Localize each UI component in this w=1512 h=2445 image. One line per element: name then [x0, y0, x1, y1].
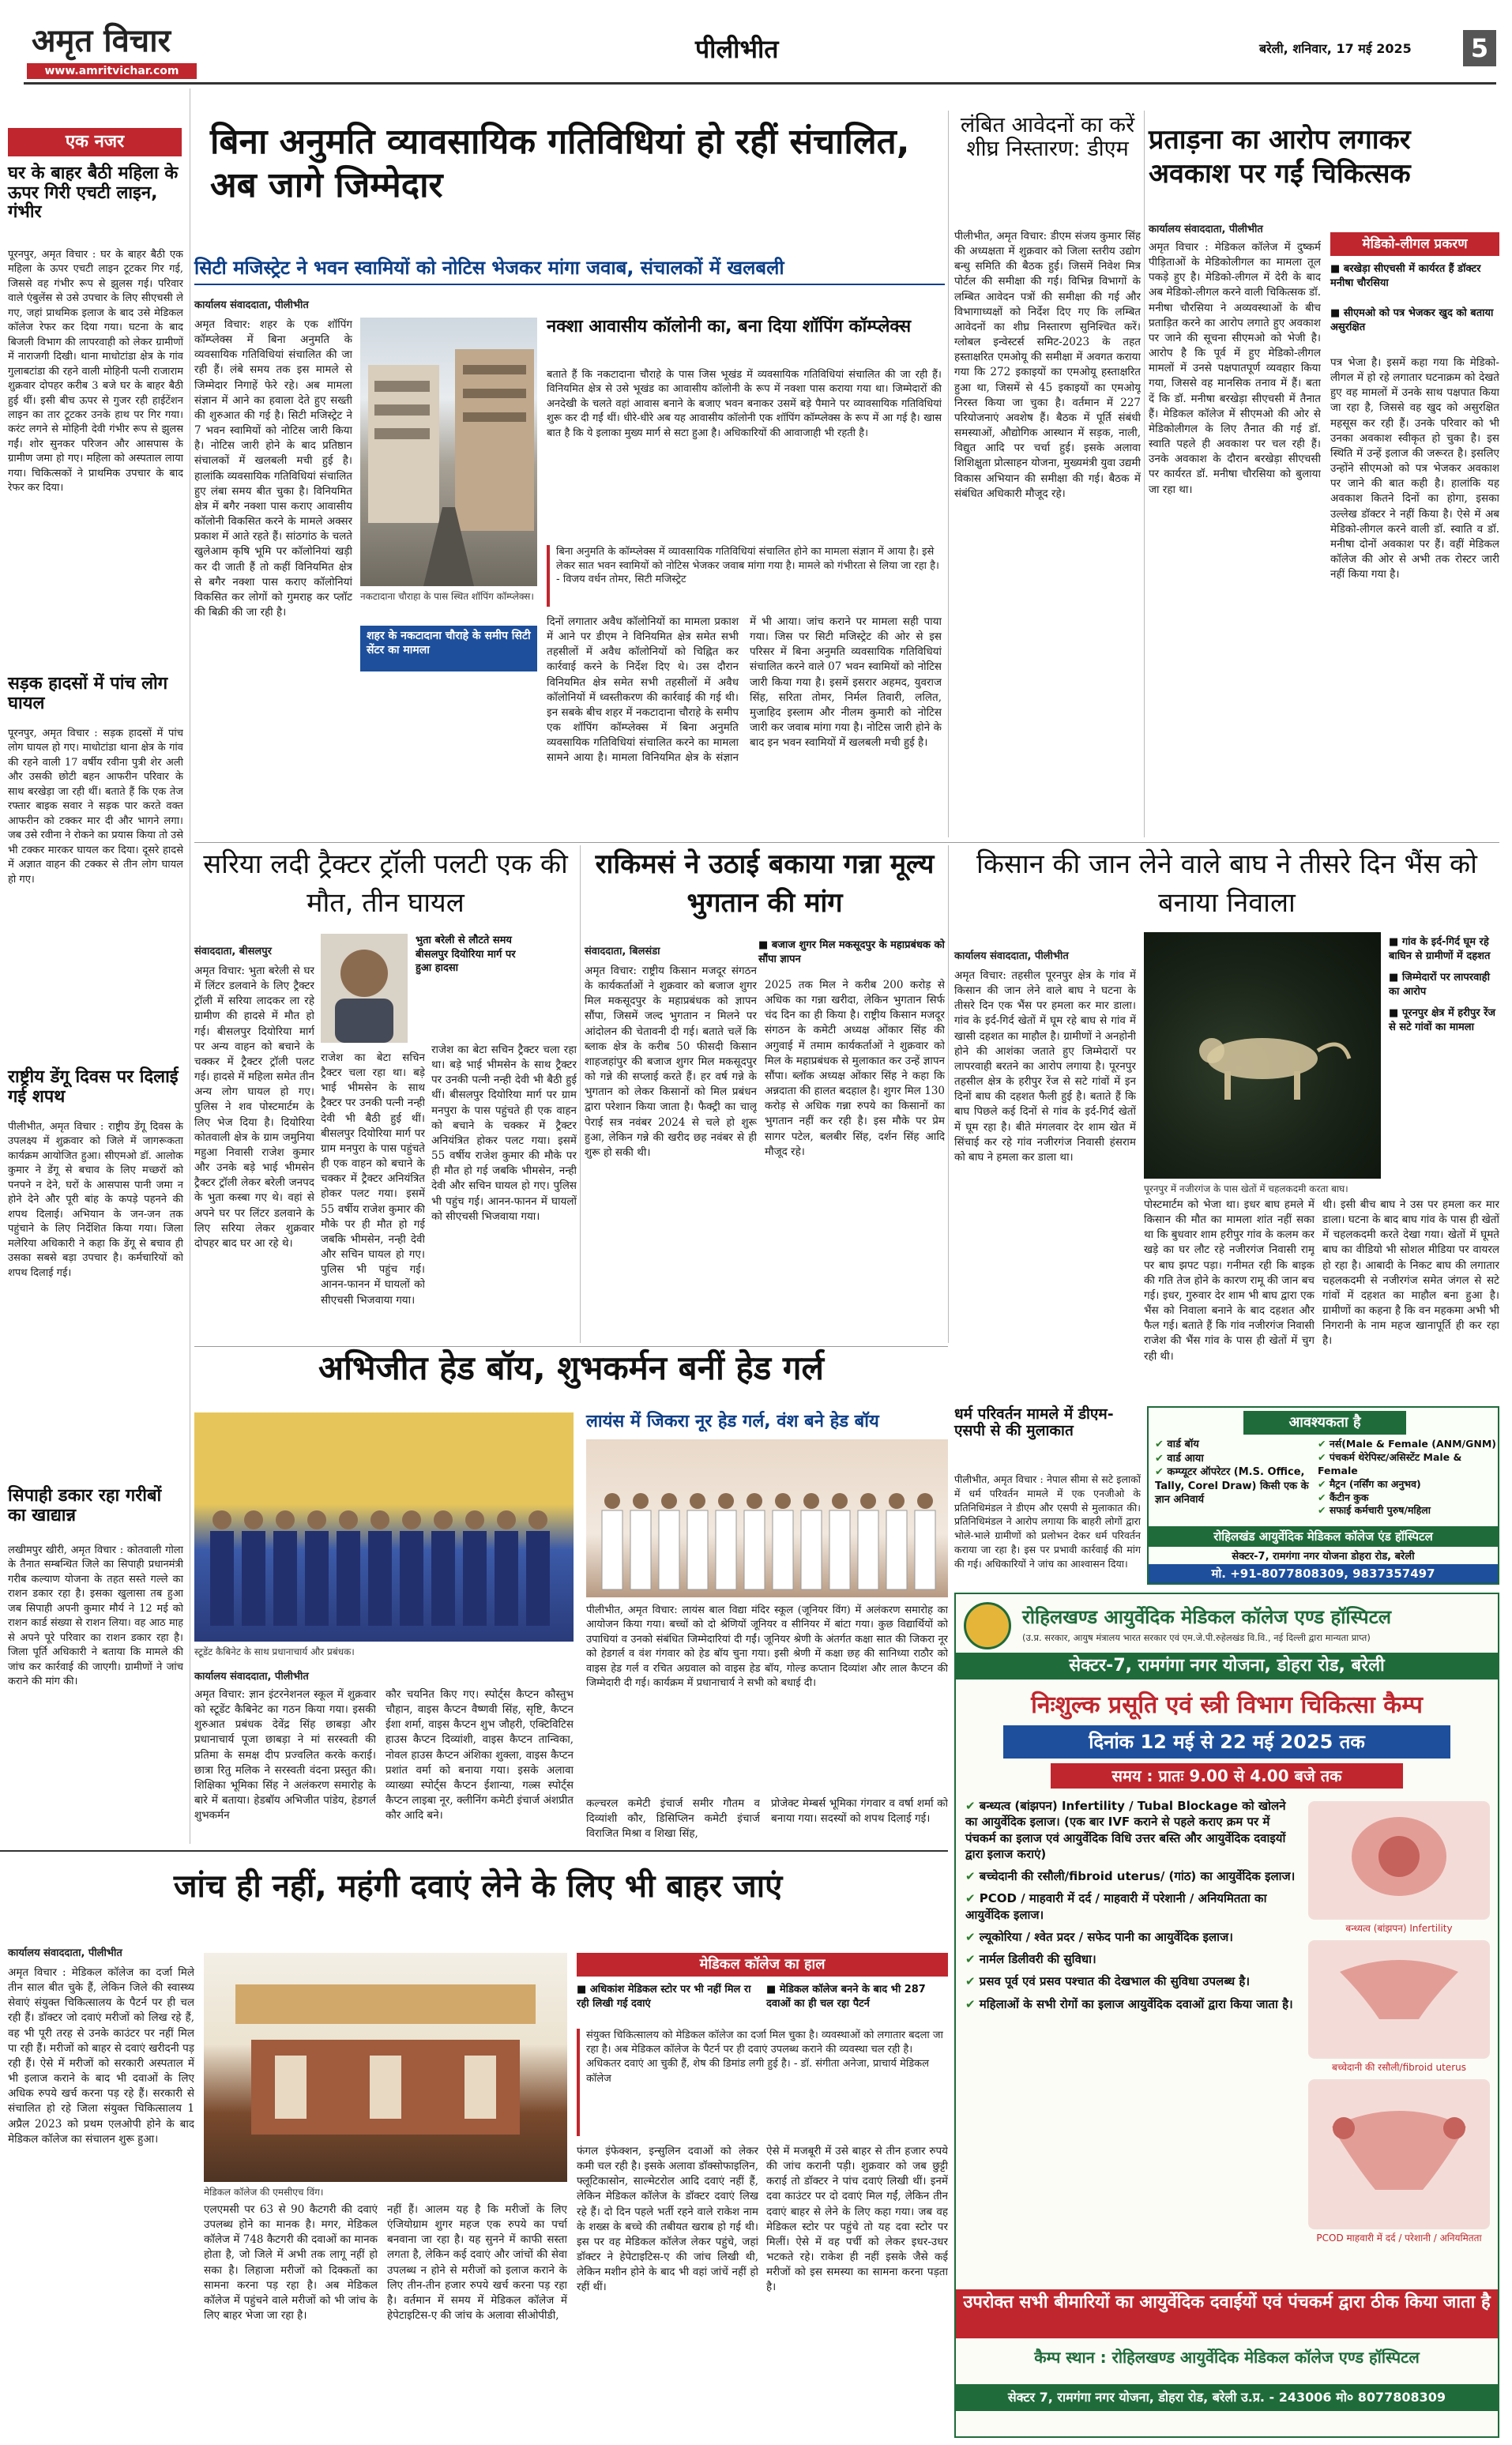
check-icon: ✔ [1318, 1477, 1330, 1490]
medicine-byline: कार्यालय संवाददाता, पीलीभीत [8, 1947, 122, 1959]
tractor-body-col3: राजेश का बेटा सचिन ट्रैक्टर चला रहा था। बड़े भाई भीमसेन के साथ ट्रैक्टर पर उनकी पत्नी नन्ही देवी भी बैठी हुई थीं। बीसलपुर दियोरिया मार्ग पर ग्राम मनपुरा के पास पहुंचते ही एक वाहन को बचाने के चक्कर में ट्रैक्टर अनियंत्रित होकर पलट गया। इसमें 55 वर्षीय राजेश कुमार की मौके पर ही मौत हो गई जबकि भीमसेन, नन्ही देवी और सचिन घायल हो गए। पुलिस भी पहुंच गई। आनन-फानन में घायलों को सीएचसी भिजवाया गया। [431, 1044, 577, 1223]
check-icon: ✔ [1155, 1466, 1168, 1479]
camp-ad-image-2-label: बच्चेदानी की रसौली/fibroid uterus [1331, 2062, 1467, 2073]
hospital-illustration [204, 1953, 567, 2182]
check-icon: ✔ [965, 1869, 980, 1883]
tractor-byline: संवाददाता, बीसलपुर [194, 946, 272, 957]
tractor-headline: सरिया लदी ट्रैक्टर ट्रॉली पलटी एक की मौत, तीन घायल [203, 848, 568, 920]
lead-body-col1: अमृत विचार: शहर के एक शॉपिंग कॉम्प्लेक्स में बिना अनुमति के व्यवसायिक गतिविधियां संचालित की जा रही हैं। लंबे समय तक इस मामले से जिम्मेदार निगाहें फेरे रहे। अब मामला संज्ञान में आने का हवाला देते हुए सख्ती की शुरुआत की गई है। सिटी मजिस्ट्रेट ने 7 भवन स्वामियों को नोटिस जारी किया है। नोटिस जारी होने के बाद प्रतिष्ठान संचालकों में खलबली मची हुई है। हालांकि व्यवसायिक गतिविधियां संचालित हुए लंबा समय बीत चुका है। विनियमित क्षेत्र में बगैर नक्शा पास कराए आवासीय कॉलोनी विकसित करने के मामले अक्सर प्रकाश में आते रहते हैं। सांठगांठ के चलते खुलेआम कृषि भूमि पर कॉलोनियां खड़ी कर दी जाती हैं तो कहीं विनियमित क्षेत्र से बगैर नक्शा पास कराए कॉलोनियां विकसित कर लोगों को गुमराह कर प्लॉट की बिक्री की जा रही है। [194, 318, 352, 619]
medicine-photo [204, 1953, 567, 2182]
lead-headline: बिना अनुमति व्यावसायिक गतिविधियां हो रहीं संचालित, अब जागे जिम्मेदार [210, 122, 910, 205]
tiger-body-col1: अमृत विचार: तहसील पूरनपुर क्षेत्र के गांव में किसान की जान लेने वाले बाघ ने घटना के तीसरे दिन एक भैंस पर हमला कर मार डाला। गांव के इर्द-गिर्द खेतों में घूम रहे बाघ से गांव में खासी दहशत का माहौल है। ग्रामीणों ने अनहोनी होने की आशंका जताते हुए जिम्मेदारों पर लापरवाही बरतने का आरोप लगाया है। पूरनपुर तहसील क्षेत्र के हरीपुर रेंज से सटे गांवों में इन दिनों बाघ की दहशत फैली हुई है। बताते हैं कि बाघ पिछले कई दिनों से गांव के इर्द-गिर्द खेतों में घूम रहा है। बीते मंगलवार देर शाम खेत में सिंचाई कर रहे गांव नजीरगंज निवासी हंसराम को बाघ ने हमला कर डाला था। [954, 969, 1136, 1164]
cane-body-col2: 2025 तक मिल ने करीब 200 करोड़ से अधिक का गन्ना खरीदा, लेकिन भुगतान सिर्फ चंद दिन का ही किया है। राष्ट्रीय किसान मजदूर संगठन के कमेटी अध्यक्ष ओंकार सिंह की अगुवाई में तमाम कार्यकर्ताओं ने शुक्रवार को मिल के महाप्रबंधक से मुलाकात कर उन्हें ज्ञापन सौंपा। ब्लॉक अध्यक्ष ओंकार सिंह ने कहा कि अन्नदाता की हालत बदहाल है। शुगर मिल 130 करोड़ से अधिक गन्ना रुपये का किसानों का भुगतान नहीं कर रही है। इस मौके पर प्रेम सागर पटेल, बलबीर सिंह, दर्शन सिंह आदि मौजूद रहे। [765, 979, 945, 1158]
cane-body-col1: अमृत विचार: राष्ट्रीय किसान मजदूर संगठन के कार्यकर्ताओं ने शुक्रवार को बजाज शुगर मिल मकसूदपुर के महाप्रबंधक को ज्ञापन सौंपा, जिसमें जल्द भुगतान न मिलने पर आंदोलन की चेतावनी दी गई। बताते चलें कि ब्लाक क्षेत्र के करीब 50 फीसदी किसान शाहजहांपुर की बजाज शुगर मिल मकसूदपुर को गन्ने की सप्लाई करते हैं। हर वर्ष गन्ने के भुगतान को लेकर किसानों को मिल प्रबंधन द्वारा परेशान किया जाता है। फैक्ट्री का चालू पेराई सत्र नवंबर 2024 से चले हो शुरू हुआ, लेकिन गन्ने की खरीद छह नवंबर से ही शुरू हो सकी थी। [585, 965, 757, 1159]
jobs-ad-right [1318, 1438, 1496, 1518]
page-number: 5 [1463, 30, 1496, 66]
logo-url: www.amritvichar.com [27, 63, 197, 79]
tiger-body-col2: पोस्टमार्टम को भेजा था। इधर बाघ हमले में किसान की मौत का मामला शांत नहीं सका था कि बुधवार शाम हरीपुर गांव के कलम कर खड़े का घर लौट रहे नजीरगंज निवासी रामू पर बाघ झपट पड़ा। गनीमत रही कि बाइक की गति तेज होने के कारण रामू की जान बच गई। इधर, गुरुवार देर शाम भी बाघ द्वारा एक भैंस को निवाला बनाने के बाद दहशत और फैल गई। बताते हैं कि गांव नजीरगंज निवासी राजेश की भैंस गांव के पास ही खेतों में चुग रही थी। [1144, 1198, 1315, 1363]
masthead-rule [24, 82, 1496, 85]
job-item: ✔ कैंटीन कुक [1318, 1491, 1369, 1503]
jobs-ad-college: रोहिलखंड आयुर्वेदिक मेडिकल कॉलेज एंड हॉस्पिटल [1149, 1526, 1498, 1547]
doctor-story [1149, 103, 1499, 837]
camp-item: ✔ PCOD / माहवारी में दर्द / माहवारी में परेशानी / अनियमितता का आयुर्वेदिक इलाज। [965, 1891, 1267, 1922]
headboy-body-col1: अमृत विचार: ज्ञान इंटरनेशनल स्कूल में शुक्रवार को स्टूडेंट कैबिनेट का गठन किया गया। इसकी शुरुआत प्रबंधक देवेंद्र सिंह छाबड़ा और प्रधानाचार्य पूजा छाबड़ा ने मां सरस्वती की प्रतिमा के समक्ष दीप प्रज्वलित करके कराई। छात्रा रितु मलिक ने सरस्वती वंदना प्रस्तुत की। शिक्षिका भूमिका सिंह ने अलंकरण समारोह के बारे में बताया। हेडबॉय अभिजीत पांडेय, हेडगर्ल शुभकर्मन [194, 1688, 376, 1822]
conversion-body: पीलीभीत, अमृत विचार : नेपाल सीमा से सटे इलाकों में धर्म परिवर्तन मामले में एक एनजीओ के प्रतिनिधिमंडल ने डीएम और एसपी से मुलाकात की। प्रतिनिधिमंडल ने आरोप लगाया कि बाहरी लोगों द्वारा भोले-भाले ग्रामीणों को प्रलोभन देकर धर्म परिवर्तन कराया जा रहा है। इस पर प्रभावी कार्रवाई की मांग की गई। अधिकारियों ने जांच का आश्वासन दिया। [954, 1473, 1141, 1570]
brief1-headline: घर के बाहर बैठी महिला के ऊपर गिरी एचटी लाइन, गंभीर [8, 164, 179, 223]
bullet-icon: ■ [758, 939, 772, 951]
lead-quote: बिना अनुमति के कॉम्प्लेक्स में व्यावसायिक गतिविधियां संचालित होने का मामला संज्ञान में आया है। इसे लेकर सात भवन स्वामियों को नोटिस भेजकर जवाब मांगा गया है। मामले को गंभीरता से लिया जा रहा है। - विजय वर्धन तोमर, सिटी मजिस्ट्रेट [547, 545, 942, 607]
tiger-point-2: ■ जिम्मेदारों पर लापरवाही का आरोप [1389, 972, 1490, 998]
check-icon: ✔ [965, 1929, 980, 1944]
dm-body: पीलीभीत, अमृत विचार: डीएम संजय कुमार सिंह की अध्यक्षता में शुक्रवार को जिला स्तरीय उद्योग बन्धु समिति की बैठक हुई। जिसमें निवेश मित्र पोर्टल की समीक्षा की गई। विभिन्न विभागों के लम्बित आवेदन पत्रों की समीक्षा की गई और विभागाध्यक्षों को निर्देश दिए गए कि लम्बित आवेदनों का शीघ्र निस्तारण सुनिश्चित करें। ग्लोबल इन्वेस्टर्स समिट-2023 के तहत हस्ताक्षरित एमओयू की समीक्षा में अवगत कराया गया कि 272 इकाइयों का एमओयू हस्ताक्षरित हुआ था, जिसमें से 45 इकाइयों का एमओयू निरस्त किया जा चुका है। वर्तमान में 227 परियोजनाएं अवशेष हैं। बैठक में पूर्ति संबंधी समस्याओं, औद्योगिक आस्थान में सड़क, नाली, विद्युत आदि पर चर्चा हुई। इसके अलावा शिशिक्षुता प्रोत्साहन योजना, मुख्यमंत्री युवा उद्यमी विकास अभियान की समीक्षा की गई। बैठक में संबंधित अधिकारी मौजूद रहे। [954, 230, 1141, 500]
jobs-ad-phone: मो. +91-8077808309, 9837357497 [1149, 1564, 1498, 1583]
medicine-banner: मेडिकल कॉलेज का हाल [577, 1953, 948, 1977]
medicine-body-col1: अमृत विचार : मेडिकल कॉलेज का दर्जा मिले तीन साल बीत चुके हैं, लेकिन जिले की स्वास्थ्य सेवाएं संयुक्त चिकित्सालय के पैटर्न पर ही चल रही हैं। डॉक्टर जो दवाएं मरीजों को लिख रहे हैं, वह भी पूरी तरह से उनके काउंटर पर नहीं मिल पा रही हैं। मरीजों को बाहर से दवाएं खरीदनी पड़ रही हैं। ऐसे में मरीजों को सरकारी अस्पताल में भी इलाज कराने के बाद भी दवाओं के लिए अधिक रुपये खर्च करना पड़ रहे हैं। सरकारी से संचालित हो रहे जिला संयुक्त चिकित्सालय 1 अप्रैल 2023 को प्रथम एलओपी होने के बाद मेडिकल कॉलेज का संचालन शुरू हुआ। [8, 1966, 194, 2146]
conversion-headline: धर्म परिवर्तन मामले में डीएम-एसपी से की मुलाकात [954, 1405, 1114, 1440]
medicine-point-2: ■ मेडिकल कॉलेज बनने के बाद भी 287 दवाओं का ही चल रहा पैटर्न [766, 1984, 926, 2010]
doctor-headline: प्रताड़ना का आरोप लगाकर अवकाश पर गईं चिकित्सक [1149, 124, 1411, 190]
dateline: बरेली, शनिवार, 17 मई 2025 [1259, 41, 1412, 56]
medicine-top-rule [0, 1850, 948, 1852]
lead-subheadline: सिटी मजिस्ट्रेट ने भवन स्वामियों को नोटिस भेजकर मांगा जवाब, संचालकों में खलबली [194, 258, 945, 285]
doctor-body-col1: अमृत विचार : मेडिकल कॉलेज में दुष्कर्म पीड़िताओं के मेडिकोलीगल का मामला तूल पकड़े हुए है। मेडिको-लीगल में देरी के बाद अब मेडिको-लीगल करने वाली चिकित्सक डॉ. मनीषा चौरसिया ने अव्यवस्थाओं के बीच प्रताड़ित करने का आरोप लगाते हुए अवकाश पर जाने की सूचना सीएमओ को भेजी है। आरोप है कि पूर्व में हुए मेडिको-लीगल मामलों में उनसे पक्षपातपूर्ण व्यवहार किया गया, जिससे वह मानसिक तनाव में हैं। बता दें कि डॉ. मनीषा बरखेड़ा सीएचसी में तैनात हैं। मेडिकल कॉलेज में सीएमओ की ओर से मेडिकोलीगल के लिए तैनात की गई डॉ. स्वाति पहले ही अवकाश पर चल रही हैं। उनके अवकाश के दौरान बरखेड़ा सीएचसी पर कार्यरत डॉ. मनीषा चौरसिया को बुलाया जा रहा था। [1149, 241, 1321, 496]
headboy-byline: कार्यालय संवाददाता, पीलीभीत [194, 1671, 309, 1683]
job-item: ✔ वार्ड आया [1155, 1452, 1204, 1465]
brief2-body: पूरनपुर, अमृत विचार : सड़क हादसों में पांच लोग घायल हो गए। माधोटांडा थाना क्षेत्र के गांव की रहने वाली 17 वर्षीय रवीना पुत्री शेर अली और उसकी छोटी बहन आफरीन परिवार के साथ बरखेड़ा जा रही थीं। बताते हैं कि एक तेज रफ्तार बाइक सवार ने सड़क पार करते वक्त आफरीन को टक्कर मार दी और भागने लगा। जब उसे रवीना ने रोकने का प्रयास किया तो उसे भी टक्कर मारकर घायल कर दिया। दूसरे हादसे में अज्ञात वाहन की टक्कर से तीन लोग घायल हो गए। [8, 728, 183, 886]
lead-box-headline: नक्शा आवासीय कॉलोनी का, बना दिया शॉपिंग कॉम्प्लेक्स [547, 317, 912, 337]
tiger-photo-caption: पूरनपुर में नजीरगंज के पास खेतों में चहलकदमी करता बाघ। [1144, 1183, 1348, 1194]
dm-headline: लंबित आवेदनों का करें शीघ्र निस्तारण: डीएम [960, 113, 1135, 162]
school-photo-1-caption: स्टूडेंट कैबिनेट के साथ प्रधानाचार्य और प्रबंधक। [194, 1646, 355, 1657]
jobs-ad-head: आवश्यकता है [1243, 1411, 1406, 1435]
tractor-body-col2b: राजेश का बेटा सचिन ट्रैक्टर चला रहा था। बड़े भाई भीमसेन के साथ ट्रैक्टर पर उनकी पत्नी नन्ही देवी भी बैठी हुई थीं। बीसलपुर दियोरिया मार्ग पर ग्राम मनपुरा के पास पहुंचते ही एक वाहन को बचाने के चक्कर में ट्रैक्टर अनियंत्रित होकर पलट गया। इसमें 55 वर्षीय राजेश कुमार की मौके पर ही मौत हो गई जबकि भीमसेन, नन्ही देवी और सचिन घायल हो गए। पुलिस भी पहुंच गई। आनन-फानन में घायलों को सीएचसी भिजवाया गया। [321, 1051, 425, 1307]
camp-ad-items [965, 1798, 1297, 2018]
medicine-body-col3: नहीं हैं। आलम यह है कि मरीजों के लिए एंजियोग्राम शुगर महज एक रुपये का पर्चा बनवाना जा रहा है। यह सुनने में काफी सस्ता लगता है, लेकिन कई दवाएं और जांचों की सेवा उपलब्ध न होने से मरीजों को इलाज कराने के लिए तीन-तीन हजार रुपये खर्च करना पड़ रहा है। वर्तमान में समय में मेडिकल कॉलेज में हेपेटाइटिस-ए की जांच के अलावा सीओपीडी, [387, 2203, 567, 2323]
camp-ad-image-3 [1308, 2079, 1490, 2229]
doctor-banner: मेडिको-लीगल प्रकरण [1330, 232, 1499, 256]
brief2-headline: सड़क हादसों में पांच लोग घायल [8, 674, 168, 713]
jobs-ad [1147, 1406, 1499, 1585]
tiger-point-3: ■ पूरनपुर क्षेत्र में हरीपुर रेंज से सटे गांवों का मामला [1389, 1007, 1496, 1033]
headboy-story [194, 1349, 948, 1847]
brief3-body: पीलीभीत, अमृत विचार : राष्ट्रीय डेंगू दिवस के उपलक्ष्य में शुक्रवार को जिले में जागरूकता कार्यक्रम आयोजित हुआ। सीएमओ डॉ. आलोक कुमार ने डेंगू से बचाव के लिए मच्छरों को पनपने न देने, घरों के आसपास पानी जमा न होने देने और पूरी बांह के कपड़े पहनने की शपथ दिलाई। अभियान के जन-जन तक पहुंचाने के लिए निर्देशित किया गया। जिला मलेरिया अधिकारी ने कहा कि डेंगू से बचाव ही उसका सबसे बड़ा उपचार है। कर्मचारियों को शपथ दिलाई गई। [8, 1121, 183, 1279]
camp-ad-footer-1: उपरोक्त सभी बीमारियों का आयुर्वेदिक दवाईयों एवं पंचकर्म द्वारा ठीक किया जाता है [956, 2289, 1498, 2338]
doctor-point-1: ■ बरखेड़ा सीएचसी में कार्यरत हैं डॉक्टर मनीषा चौरसिया [1330, 263, 1481, 289]
logo: अमृत विचार [32, 22, 171, 59]
cane-headline: राकिमसं ने उठाई बकाया गन्ना मूल्य भुगतान की मांग [595, 848, 935, 920]
tractor-victim-photo [321, 934, 408, 1043]
camp-ad-image-1 [1308, 1801, 1490, 1920]
tiger-headline: किसान की जान लेने वाले बाघ ने तीसरे दिन भैंस को बनाया निवाला [976, 848, 1477, 920]
camp-item: ✔ बच्चेदानी की रसौली/fibroid uterus/ (गांठ) का आयुर्वेदिक इलाज। [965, 1869, 1296, 1883]
tiger-illustration [1144, 932, 1381, 1179]
masthead [0, 0, 1512, 79]
medicine-body-col2: एलएमसी पर 63 से 90 कैटगरी की दवाएं उपलब्ध होने का मानक है। मगर, मेडिकल कॉलेज में 748 कैटगरी की दवाओं का मानक होता है, जो जिले में अभी तक लागू नहीं हो सका है। लिहाजा मरीजों को दिक्कतों का सामना करना पड़ रहा है। अब मेडिकल कॉलेज में पहुंचने वाले मरीजों को भी जांच के लिए बाहर भेजा जा रहा है। [204, 2203, 378, 2323]
tractor-story [194, 845, 577, 1343]
job-item: ✔ नर्स(Male & Female (ANM/GNM) [1318, 1438, 1496, 1450]
lead-story [194, 88, 945, 839]
dm-divider [1144, 111, 1145, 837]
camp-ad-time: समय : प्रातः 9.00 से 4.00 बजे तक [1051, 1763, 1403, 1789]
check-icon: ✔ [1318, 1504, 1330, 1517]
students-illustration-2 [586, 1439, 948, 1597]
camp-ad [954, 1593, 1499, 2438]
camp-ad-college: रोहिलखण्ड आयुर्वेदिक मेडिकल कॉलेज एण्ड हॉस्पिटल [1022, 1606, 1391, 1628]
check-icon: ✔ [965, 1799, 980, 1813]
school-photo-2 [586, 1439, 948, 1597]
camp-ad-image-3-label: PCOD माहवारी में दर्द / परेशानी / अनियमितता [1316, 2232, 1482, 2244]
bullet-icon: ■ [1389, 1007, 1402, 1020]
brief1-body: पूरनपुर, अमृत विचार : घर के बाहर बैठी एक महिला के ऊपर एचटी लाइन टूटकर गिर गई, जिससे वह गंभीर रूप से झुलस गई। परिवार वाले एंबुलेंस से उसे उपचार के लिए सीएचसी ले गए, जहां प्राथमिक इलाज के बाद उसे मेडिकल कॉलेज रेफर कर दिया गया। घटना के बाद बिजली विभाग की लापरवाही को लेकर ग्रामीणों में नाराजगी दिखी। थाना माधोटांडा क्षेत्र के गांव गुलाबटांडा की रहने वाली मोहिनी पत्नी राजाराम शुक्रवार दोपहर करीब 3 बजे घर के बाहर बैठी हुई थीं। इसी बीच ऊपर से गुजर रही हाईटेंशन लाइन का तार टूटकर उनके हाथ पर गिर गया। करंट लगने से मोहिनी देवी गंभीर रूप से झुलस गईं। शोर सुनकर परिजन और आसपास के ग्रामीण जमा हो गए। महिला को अस्पताल लाया गया। चिकित्सकों ने प्राथमिक उपचार के बाद रेफर कर दिया। [8, 249, 183, 495]
bullet-icon: ■ [1330, 307, 1344, 319]
bullet-icon: ■ [1330, 263, 1344, 275]
doctor-point-2: ■ सीएमओ को पत्र भेजकर खुद को बताया असुरक्षित [1330, 307, 1494, 333]
bullet-icon: ■ [577, 1984, 590, 1995]
brief4-body: लखीमपुर खीरी, अमृत विचार : कोतवाली गोला के तैनात सम्बन्धित जिले का सिपाही प्रधानमंत्री गरीब कल्याण योजना के तहत सस्ते गल्ले का राशन डकार रहा है। इसका खुलासा तब हुआ जब सिपाही अपनी कुमार मौर्य ने 12 मई को राशन कार्ड संख्या से राशन लिया। वह आठ माह से अपने पूरे परिवार का राशन डकार रहा है। जिला पूर्ति अधिकारी ने बताया कि मामले की जांच कर कार्रवाई की जाएगी। ग्रामीणों ने जांच कराने की मांग की। [8, 1544, 183, 1688]
doctor-body-col2: पत्र भेजा है। इसमें कहा गया कि मेडिको-लीगल में हो रहे लगातार घटनाक्रम को देखते हुए वह मामलों में उनके साथ पक्षपात किया जा रहा है, जिससे वह खुद को असुरक्षित महसूस कर रही हैं। उनके परिवार को भी उनका अवकाश स्वीकृत हो चुका है। इस स्थिति में उन्हें इलाज की जरूरत है। इसलिए उन्होंने सीएमओ को पत्र भेजकर अवकाश पर जाने की बात कही है। हालांकि यह अवकाश कितने दिनों का होगा, इसका उल्लेख डॉक्टर ने नहीं किया है। ऐसे में अब मेडिको-लीगल करने वाली डॉ. स्वाति व डॉ. मनीषा दोनों अवकाश पर हैं। वहीं मेडिकल कॉलेज की ओर से अभी तक रोस्टर जारी नहीं किया गया है। [1330, 356, 1499, 581]
tiger-photo [1144, 932, 1381, 1179]
portrait-illustration [321, 934, 408, 1043]
check-icon: ✔ [1155, 1439, 1168, 1450]
camp-ad-date: दिनांक 12 मई से 22 मई 2025 तक [1003, 1725, 1450, 1759]
brief4-headline: सिपाही डकार रहा गरीबों का खाद्यान्न [8, 1486, 162, 1525]
left-briefs [0, 88, 188, 1842]
camp-item: ✔ बन्ध्यत्व (बांझपन) Infertility / Tubal Blockage को खोलने का आयुर्वेदिक इलाज। (एक बार IVF कराने से पहले कराए क्रम पर में पंचकर्म का इलाज एवं आयुर्वेदिक विधि उत्तर बस्ति और आयुर्वेदिक दवाइयों द्वारा इलाज कराएं) [965, 1799, 1286, 1861]
tiger-byline: कार्यालय संवाददाता, पीलीभीत [954, 950, 1069, 962]
tiger-points [1389, 935, 1499, 1034]
tiger-body-col3: थी। इसी बीच बाघ ने उस पर हमला कर मार डाला। घटना के बाद बाघ गांव के पास ही खेतों में चहलकदमी करते देखा गया। खेतों में घूमते बाघ का वीडियो भी सोशल मीडिया पर वायरल हो रहा है। आबादी के निकट बाघ की लगातार चहलकदमी से नजीरगंज समेत जंगल से सटे गांवों में दहशत का माहौल बना हुआ है। ग्रामीणों का कहना है कि वन महकमा अभी भी निगरानी के नाम महज खानापूर्ति ही कर रहा है। [1322, 1198, 1499, 1348]
medicine-headline: जांच ही नहीं, महंगी दवाएं लेने के लिए भी बाहर जाएं [173, 1868, 783, 1905]
medicine-body-col4: फंगल इंफेक्शन, इन्सुलिन दवाओं को लेकर कमी चल रही है। इसके अलावा डॉक्सोफाइलिन, फ्लूटिकासोन, साल्मेटरोल आदि दवाएं नहीं हैं, लेकिन मेडिकल कॉलेज के डॉक्टर दवाएं लिख रहे हैं। दो दिन पहले भर्ती रहने वाले राकेश नाम के शख्स के बच्चे की तबीयत खराब हो गई थी। इस पर वह मेडिकल कॉलेज लेकर पहुंचे, जहां डॉक्टर ने हेपेटाइटिस-ए की जांच लिखी थी, लेकिन मशीन होने के बाद भी वहां जांचें नहीं हो रहीं थीं। [577, 2145, 758, 2294]
check-icon: ✔ [1155, 1452, 1168, 1465]
job-item: ✔ वार्ड बॉय [1155, 1439, 1199, 1450]
section-name: पीलीभीत [695, 34, 779, 64]
lead-byline: कार्यालय संवाददाता, पीलीभीत [194, 299, 309, 311]
camp-item: ✔ नार्मल डिलीवरी की सुविधा। [965, 1952, 1096, 1966]
row1-bottom-rule [194, 842, 1499, 843]
check-icon: ✔ [1318, 1491, 1330, 1503]
cane-divider [948, 845, 949, 1343]
lions-body-col2: प्रोजेक्ट मेम्बर्स भूमिका गंगवार व वर्षा शर्मा को बनाया गया। सदस्यों को शपथ दिलाई गई। [771, 1797, 948, 1826]
cane-story [585, 845, 945, 1343]
medicine-point-1: ■ अधिकांश मेडिकल स्टोर पर भी नहीं मिल रा रही लिखी गई दवाएं [577, 1984, 751, 2010]
camp-item: ✔ प्रसव पूर्व एवं प्रसव पश्चात की देखभाल की सुविधा उपलब्ध है। [965, 1974, 1251, 1989]
conversion-story [954, 1406, 1141, 1588]
camp-ad-image-2 [1308, 1940, 1490, 2059]
lead-right-divider [948, 111, 949, 837]
job-item: ✔ पंचकर्म थेरेपिस्ट/असिस्टेंट Male & Female [1318, 1450, 1462, 1476]
lions-headline: लायंस में जिकरा नूर हेड गर्ल, वंश बने हेड बॉय [586, 1412, 879, 1431]
jobs-ad-address: सेक्टर-7, रामगंगा नगर योजना डोहरा रोड, बरेली [1232, 1551, 1415, 1563]
womb-illustration [1308, 1801, 1490, 1920]
camp-item: ✔ ल्यूकोरिया / श्वेत प्रदर / सफेद पानी का आयुर्वेदिक इलाज। [965, 1929, 1233, 1944]
job-item: ✔ कम्प्यूटर ऑपरेटर (M.S. Office, Tally, Corel Draw) किसी एक के ज्ञान अनिवार्य [1155, 1466, 1309, 1506]
lions-body-col1: कल्चरल कमेटी इंचार्ज समीर गौतम व दिव्यांशी कौर, डिसिप्लिन कमेटी इंचार्ज विराजित मिश्रा व शिखा सिंह, [586, 1797, 760, 1841]
bullet-icon: ■ [1389, 936, 1402, 948]
job-item: ✔ सफाई कर्मचारी पुरुष/महिला [1318, 1504, 1431, 1517]
tractor-photo-tag: भुता बरेली से लौटते समय बीसलपुर दियोरिया मार्ग पर हुआ हादसा [416, 935, 516, 975]
lead-photo-caption: नकटादाना चौराहा के पास स्थित शॉपिंग कॉम्प्लेक्स। [360, 591, 534, 602]
camp-ad-image-1-label: बन्ध्यत्व (बांझपन) Infertility [1345, 1923, 1453, 1934]
school-photo-1 [194, 1412, 574, 1642]
medicine-body-col5: ऐसे में मजबूरी में उसे बाहर से तीन हजार रुपये की जांच करानी पड़ी। शुक्रवार को जब छुट्टी कराई तो डॉक्टर ने पांच दवाएं लिखी थीं। इनमें दवा काउंटर पर दो दवाएं मिल गईं, लेकिन तीन दवाएं बाहर से लेने के लिए कहा गया। जब वह मेडिकल स्टोर पर पहुंचे तो यह दवा स्टोर पर मिलीं। ऐसे में वह पर्ची को लेकर इधर-उधर भटकते रहे। राकेश ही नहीं इसके जैसे कई मरीजों को इस समस्या का सामना करना पड़ता है। [766, 2145, 948, 2294]
lead-photo [360, 318, 537, 586]
check-icon: ✔ [1318, 1450, 1330, 1463]
lead-side-tag: शहर के नकटादाना चौराहे के समीप सिटी सेंटर का मामला [360, 626, 537, 671]
brief3-headline: राष्ट्रीय डेंगू दिवस पर दिलाई गई शपथ [8, 1067, 179, 1107]
dm-story [954, 103, 1141, 837]
tractor-body-col1: अमृत विचार: भुता बरेली से घर में लिंटर डलवाने के लिए ट्रैक्टर ट्रॉली में सरिया लादकर ला रहे ग्रामीण की हादसे में मौत हो गई। बीसलपुर दियोरिया मार्ग पर अन्य वाहन को बचाने के चक्कर में ट्रैक्टर ट्रॉली पलट गई। हादसे में महिला समेत तीन अन्य लोग घायल हो गए। पुलिस ने शव पोस्टमार्टम के लिए भेज दिया है। दियोरिया कोतवाली क्षेत्र के ग्राम जमुनिया महुआ निवासी राजेश कुमार और उनके बड़े भाई भीमसेन ट्रैक्टर ट्रॉली लेकर बरेली जनपद के भुता कस्बा गए थे। वहां से अपने घर पर लिंटर डलवाने के लिए सरिया लेकर शुक्रवार दोपहर बाद घर आ रहे थे। [194, 965, 314, 1250]
cane-tag: ■ बजाज शुगर मिल मकसूदपुर के महाप्रबंधक को सौंपा ज्ञापन [758, 939, 945, 965]
camp-item: ✔ महिलाओं के सभी रोगों का इलाज आयुर्वेदिक दवाओं द्वारा किया जाता है। [965, 1996, 1293, 2011]
camp-ad-address: सेक्टर-7, रामगंगा नगर योजना, डोहरा रोड, बरेली [956, 1653, 1498, 1680]
headboy-body-col2: कौर चयनित किए गए। स्पोर्ट्स कैप्टन कौस्तुभ चौहान, वाइस कैप्टन वैष्णवी सिंह, सृष्टि, कैप्टन ईशा शर्मा, वाइस कैप्टन शुभ जौहरी, एक्टिविटिस हाउस कैप्टन दिव्यांशी, वाइस कैप्टन तान्विका, नोवल हाउस कैप्टन अंशिका शुक्ला, वाइस कैप्टन प्रशांत वर्मा को बनाया गया। इसके अलावा व्याख्या स्पोर्ट्स कैप्टन ईशान्या, गल्र्स स्पोर्ट्स कैप्टन लाइबा नूर, क्लीनिंग कमेटी इंचार्ज अंशप्रीत कौर आदि बने। [386, 1688, 574, 1822]
jobs-ad-left [1155, 1438, 1313, 1507]
doctor-byline: कार्यालय संवाददाता, पीलीभीत [1149, 224, 1263, 235]
check-icon: ✔ [965, 1891, 980, 1906]
medicine-photo-caption: मेडिकल कॉलेज की एमसीएच विंग। [204, 2187, 324, 2198]
building-illustration [360, 318, 537, 586]
medicine-story [8, 1858, 948, 2438]
bullet-icon: ■ [1389, 972, 1402, 984]
camp-ad-footer-2: कैम्प स्थान : रोहिलखण्ड आयुर्वेदिक मेडिकल कॉलेज एण्ड हॉस्पिटल [1034, 2348, 1420, 2367]
camp-ad-logo [964, 1602, 1011, 1649]
check-icon: ✔ [1318, 1438, 1330, 1450]
students-illustration [194, 1412, 574, 1642]
lead-box-body: बताते हैं कि नकटादाना चौराहे के पास जिस भूखंड में व्यवसायिक गतिविधियां संचालित की जा रही हैं। विनियमित क्षेत्र से उसे भूखंड का आवासीय कॉलोनी के रूप में नक्शा पास कराया गया था। जिम्मेदारों की अनदेखी के चलते वहां आवास बनाने के बजाए भवन बनाकर उसमें बड़े पैमाने पर व्यावसायिक गतिविधियां शुरू कर दी गईं थीं। धीरे-धीरे अब यह आवासीय कॉलोनी एक शॉपिंग कॉम्प्लेक्स के रूप में आ गई है। खास बात है कि ये इलाका मुख्य मार्ग से सटा हुआ है। अधिकारियों की आवाजाही भी रहती है। [547, 369, 942, 439]
briefs-tag: एक नजर [8, 128, 182, 156]
check-icon: ✔ [965, 1996, 980, 2011]
cane-byline: संवाददाता, बिलसंडा [585, 946, 660, 957]
tractor-divider [580, 845, 581, 1343]
job-item: ✔ मैट्रन (नर्सिंग का अनुभव) [1318, 1477, 1421, 1490]
lead-body-col2: दिनों लगातार अवैध कॉलोनियों का मामला प्रकाश में आने पर डीएम ने विनियमित क्षेत्र समेत सभी तहसीलों में अवैध कॉलोनियों को चिह्नित कर कार्रवाई करने के निर्देश दिए थे। उस दौरान विनियमित क्षेत्र समेत सभी तहसीलों में अवैध कॉलोनियों में ध्वस्तीकरण की कार्रवाई की गई थी। इन सबके बीच शहर में नकटादाना चौराहे के समीप एक शॉपिंग कॉम्प्लेक्स में बिना अनुमति व्यवसायिक गतिविधियां संचालित करने का मामला सामने आया है। मामला विनियमित क्षेत्र के संज्ञान में भी आया। जांच कराने पर मामला सही पाया गया। जिस पर सिटी मजिस्ट्रेट की ओर से इस परिसर में बिना अनुमति व्यवसायिक गतिविधियां संचालित करने वाले 07 भवन स्वामियों को नोटिस जारी किया गया है। इसमें इसरार अहमद, युवराज सिंह, सरिता तोमर, निर्मल तिवारी, ललित, मुजाहिद इस्लाम और नीलम कुमारी को नोटिस जारी कर जवाब मांगा गया है। नोटिस जारी होने के बाद इन भवन स्वामियों में खलबली मची हुई है। [547, 615, 942, 765]
bullet-icon: ■ [766, 1984, 780, 1995]
tiger-point-1: ■ गांव के इर्द-गिर्द घूम रहे बाघिन से ग्रामीणों में दहशत [1389, 936, 1491, 962]
row2-bottom-rule [194, 1346, 948, 1347]
check-icon: ✔ [965, 1952, 980, 1966]
lions-body: पीलीभीत, अमृत विचार: लायंस बाल विद्या मंदिर स्कूल (जूनियर विंग) में अलंकरण समारोह का आयोजन किया गया। बच्चों को दो श्रेणियों जूनियर व सीनियर में बांटा गया। कुछ विद्यार्थियों को उपाधियां व उनको संबंधित जिम्मेदारियां दी गईं। जूनियर श्रेणी के अंतर्गत कक्षा सात की जिकरा नूर को हेडगर्ल व वंश गंगवार को हेड बॉय चुना गया। इसी श्रेणी में कक्षा छह की सानिध्या राठौर को वाइस हेड गर्ल व रचित अग्रवाल को वाइस हेड बॉय, गोल्ड कप्तान दिव्यांश और लाल कैप्टन की जिम्मेदारी दी गई। कार्यक्रम में प्रधानाचार्य ने सभी को बधाई दी। [586, 1604, 948, 1690]
headboy-headline: अभिजीत हेड बॉय, शुभकर्मन बनीं हेड गर्ल [318, 1349, 824, 1387]
camp-ad-affiliation: (उ.प्र. सरकार, आयुष मंत्रालय भारत सरकार एवं एम.जे.पी.रुहेलखंड वि.वि., नई दिल्ली द्वारा मान्यता प्राप्त) [1022, 1632, 1371, 1643]
uterus-illustration [1308, 1940, 1490, 2059]
check-icon: ✔ [965, 1974, 980, 1989]
camp-ad-title: निःशुल्क प्रसूति एवं स्त्री विभाग चिकित्सा कैम्प [1031, 1691, 1423, 1719]
ovary-illustration [1308, 2079, 1490, 2229]
medicine-quote: संयुक्त चिकित्सालय को मेडिकल कॉलेज का दर्जा मिल चुका है। व्यवस्थाओं को लगातार बदला जा रहा है। अब मेडिकल कॉलेज के पैटर्न पर ही दवाएं उपलब्ध कराने की व्यवस्था चल रही है। अधिकतर दवाएं आ चुकी हैं, शेष की डिमांड लगी हुई है। - डॉ. संगीता अनेजा, प्राचार्य मेडिकल कॉलेज [577, 2029, 948, 2136]
camp-ad-footer-3: सेक्टर 7, रामगंगा नगर योजना, डोहरा रोड, बरेली उ.प्र. - 243006 मो० 8077808309 [956, 2384, 1498, 2411]
